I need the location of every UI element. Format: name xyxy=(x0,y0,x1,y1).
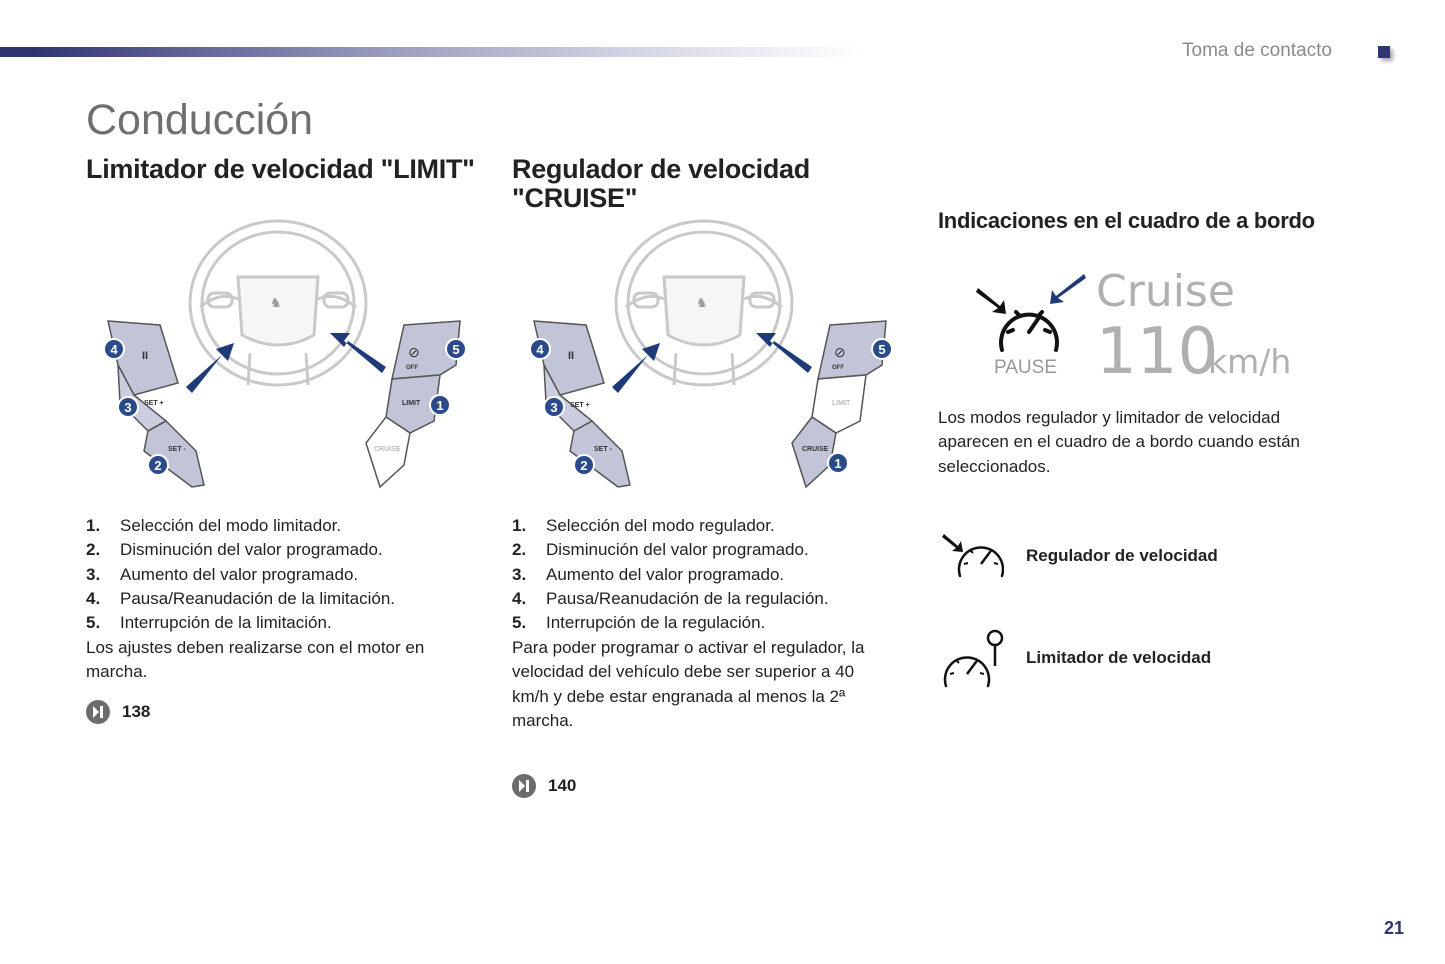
speed-unit: km/h xyxy=(1208,342,1292,381)
cruise-title-line2: "CRUISE" xyxy=(512,183,638,213)
cruise-page-reference[interactable] xyxy=(512,774,576,798)
cruise-title-line1: Regulador de velocidad xyxy=(512,154,810,184)
list-item: 3. Aumento del valor programado. xyxy=(512,564,785,584)
list-item: 1. Selección del modo limitador. xyxy=(86,516,342,535)
callout-4: 4 xyxy=(110,342,118,357)
limiter-switch-icon: ⊘ xyxy=(834,344,846,360)
cruise-speedometer-icon xyxy=(940,528,1004,584)
limit-note: Los ajustes deben realizarse con el motor en marcha. xyxy=(86,638,425,682)
section-title: Toma de contacto xyxy=(1182,40,1332,61)
legend-limiter-row xyxy=(940,626,1211,690)
page-reference-icon xyxy=(86,700,110,724)
limit-page-reference[interactable] xyxy=(86,700,150,724)
cruise-note: Para poder programar o activar el regulador, la velocidad del vehículo debe ser superior a 40 km/h y debe estar engranada al menos la 2ª marcha. xyxy=(512,638,865,730)
list-item: 4. Pausa/Reanudación de la limitación. xyxy=(86,588,396,608)
pause-key-label: II xyxy=(142,350,149,362)
cruise-active-arrow-icon xyxy=(976,288,1006,314)
set-speed-value: 110 xyxy=(1096,315,1219,384)
callout-2: 2 xyxy=(154,458,162,473)
set-minus-key-label: SET - xyxy=(594,446,612,453)
legend-limiter-label: Limitador de velocidad xyxy=(1026,648,1212,667)
pause-indicator: PAUSE xyxy=(994,357,1058,378)
display-pointer-arrow-icon xyxy=(1050,274,1086,304)
list-item: 5. Interrupción de la limitación. xyxy=(86,613,332,633)
limit-key-label: LIMIT xyxy=(832,400,851,407)
cruise-key-label: CRUISE xyxy=(802,446,829,453)
dashboard-description: Los modos regulador y limitador de velocidad aparecen en el cuadro de a bordo cuando están seleccionados. xyxy=(938,408,1300,476)
callout-4: 4 xyxy=(536,342,544,357)
callout-1: 1 xyxy=(436,398,444,413)
list-item: 1. Selección del modo regulador. xyxy=(512,516,775,535)
limit-section-title: Limitador de velocidad "LIMIT" xyxy=(86,154,475,184)
list-item: 2. Disminución del valor programado. xyxy=(512,540,809,560)
callout-2: 2 xyxy=(580,458,588,473)
off-key-label: OFF xyxy=(832,365,844,371)
cruise-speedometer-icon xyxy=(1001,312,1057,350)
limiter-speedometer-icon xyxy=(940,626,1004,690)
section-marker xyxy=(1378,46,1390,58)
svg-text:♞: ♞ xyxy=(270,295,282,310)
cruise-section-title xyxy=(512,155,810,213)
set-plus-key-label: SET + xyxy=(570,402,590,409)
limit-key-label: LIMIT xyxy=(402,400,421,407)
cruise-steps-list xyxy=(512,514,829,635)
limiter-switch-icon: ⊘ xyxy=(408,344,420,360)
dashboard-section-title: Indicaciones en el cuadro de a bordo xyxy=(938,208,1315,233)
header-gradient-bar xyxy=(0,47,860,57)
instrument-cluster-display xyxy=(972,262,1302,384)
list-item: 3. Aumento del valor programado. xyxy=(86,564,359,584)
page-number: 21 xyxy=(1383,918,1404,938)
off-key-label: OFF xyxy=(406,365,418,371)
callout-3: 3 xyxy=(124,400,132,415)
limit-steering-wheel-diagram xyxy=(100,215,480,495)
callout-5: 5 xyxy=(878,342,886,357)
list-item: 5. Interrupción de la regulación. xyxy=(512,613,766,633)
cruise-key-label: CRUISE xyxy=(374,446,401,453)
list-item: 4. Pausa/Reanudación de la regulación. xyxy=(512,588,829,608)
cruise-steering-wheel-diagram xyxy=(526,215,906,495)
page-title: Conducción xyxy=(86,96,314,144)
cruise-mode-label: Cruise xyxy=(1096,266,1235,317)
legend-cruise-row xyxy=(940,528,1218,584)
legend-cruise-label: Regulador de velocidad xyxy=(1026,546,1218,565)
callout-5: 5 xyxy=(452,342,460,357)
pause-key-label: II xyxy=(568,350,575,362)
callout-1: 1 xyxy=(834,456,842,471)
list-item: 2. Disminución del valor programado. xyxy=(86,540,383,560)
reference-page-number: 138 xyxy=(122,702,151,721)
svg-text:♞: ♞ xyxy=(696,295,708,310)
limit-steps-list xyxy=(86,514,395,635)
callout-3: 3 xyxy=(550,400,558,415)
reference-page-number: 140 xyxy=(548,776,577,795)
set-minus-key-label: SET - xyxy=(168,446,186,453)
page-reference-icon xyxy=(512,774,536,798)
set-plus-key-label: SET + xyxy=(144,400,164,407)
